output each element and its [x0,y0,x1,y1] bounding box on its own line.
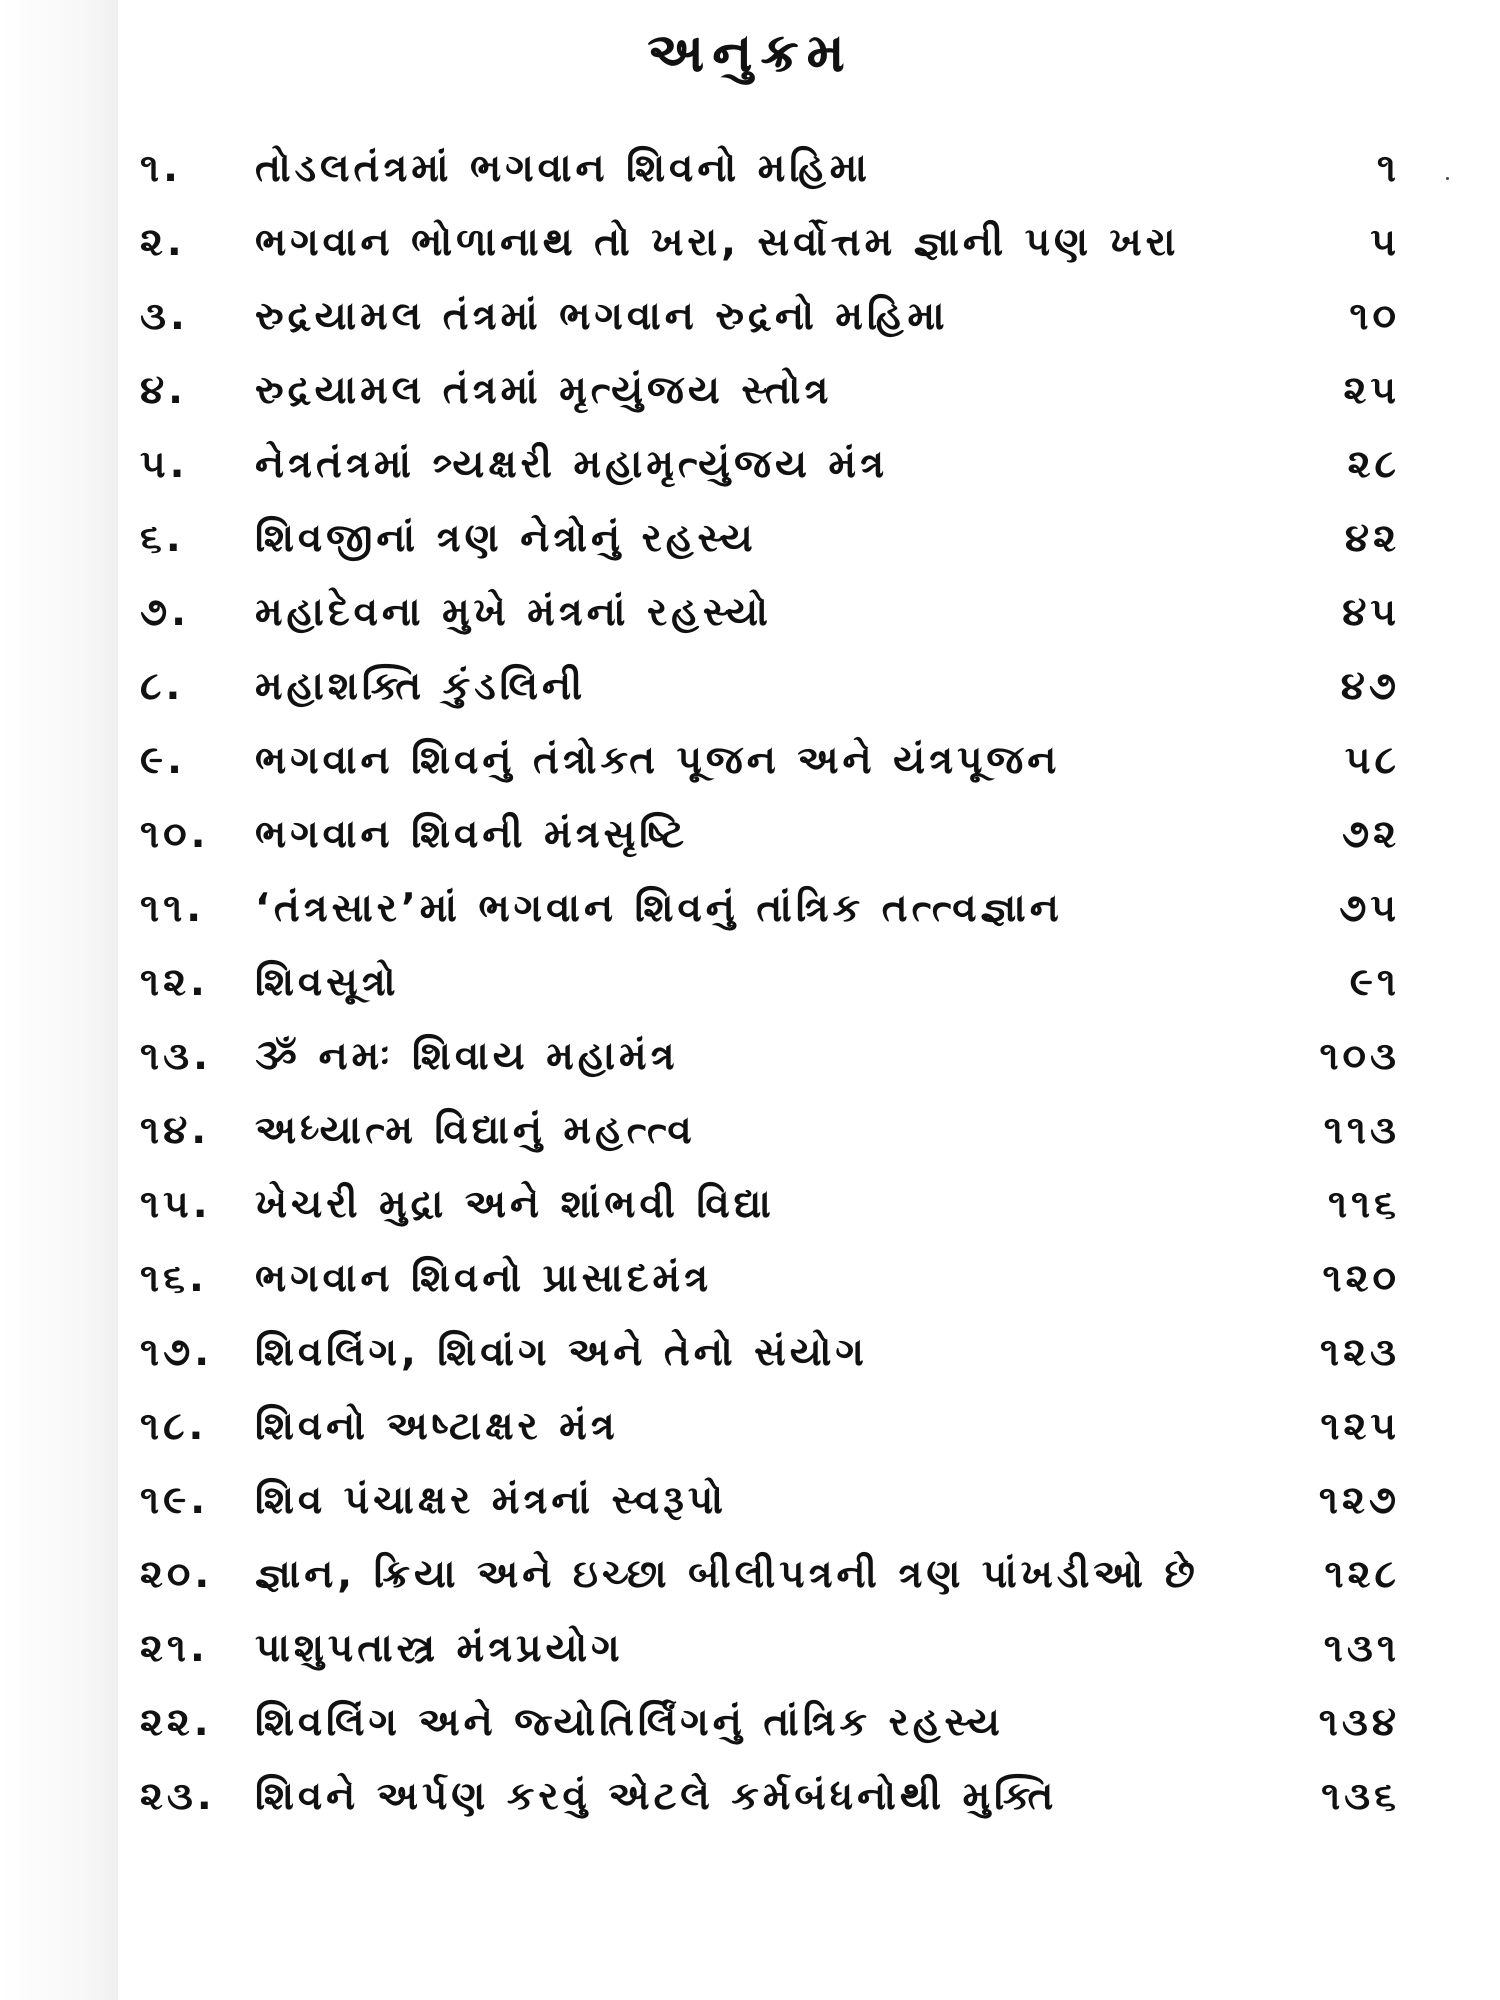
toc-entry-number: ૧૮. [140,1404,208,1449]
toc-entry-page: ૪૨ [1344,516,1400,561]
toc-entry-number: ૧૩. [140,1034,212,1079]
toc-entry [140,1464,1400,1538]
toc-entry-page: ૧૩૪ [1318,1700,1400,1745]
toc-entry-title: શિવજીનાં ત્રણ નેત્રોનું રહસ્ય [255,516,757,561]
toc-entry-title: પાશુપતાસ્ત્ર મંત્રપ્રયોગ [255,1626,624,1671]
toc-entry-number: ૧૧. [140,886,206,931]
toc-entry-number: ૫. [140,442,189,487]
toc-entry-page: ૭૫ [1339,886,1400,931]
page-gutter-shadow [0,0,118,2000]
toc-entry-title: જ્ઞાન, ક્રિયા અને ઇચ્છા બીલીપત્રની ત્રણ પાંખડીઓ છે [255,1552,1199,1597]
toc-entry-title: શિવલિંગ અને જ્યોતિર્લિંગનું તાંત્રિક રહસ્ય [255,1700,1004,1745]
toc-entry-title: મહાશક્તિ કુંડલિની [255,664,587,709]
toc-entry [140,1020,1400,1094]
toc-entry-page: ૫૮ [1344,738,1400,783]
toc-entry-page: ૧૨૭ [1318,1478,1400,1523]
toc-entry-number: ૨. [140,220,186,265]
toc-entry [140,1686,1400,1760]
toc-entry-number: ૨૧. [140,1626,209,1671]
toc-entry-page: ૯૧ [1349,960,1400,1005]
toc-entry-title: મહાદેવના મુખે મંત્રનાં રહસ્યો [255,590,772,635]
toc-entry-title: રુદ્રયામલ તંત્રમાં ભગવાન રુદ્રનો મહિમા [255,294,949,339]
toc-entry-number: ૭. [140,590,190,635]
toc-entry-page: ૧૨૮ [1324,1552,1400,1597]
toc-entry [140,946,1400,1020]
toc-entry-page: ૧૩૧ [1323,1626,1400,1671]
toc-entry-number: ૯. [140,738,186,783]
toc-entry [140,354,1400,428]
toc-entry-page: ૧૧૬ [1327,1182,1400,1227]
toc-entry-page: ૪૭ [1340,664,1400,709]
toc-entry-page: ૧૧૩ [1323,1108,1400,1153]
toc-entry [140,428,1400,502]
toc-entry-title: ભગવાન શિવનું તંત્રોક્ત પૂજન અને યંત્રપૂજન [255,738,1061,783]
toc-entry-number: ૧૨. [140,960,209,1005]
toc-entry [140,1612,1400,1686]
toc-entry [140,132,1400,206]
toc-entry-page: ૧૦૩ [1319,1034,1400,1079]
table-of-contents [140,132,1400,1834]
toc-entry-number: ૩. [140,294,189,339]
toc-entry-page: ૫ [1370,220,1400,265]
toc-entry-number: ૨૦. [140,1552,214,1597]
toc-entry [140,1094,1400,1168]
toc-entry-title: ખેચરી મુદ્રા અને શાંભવી વિદ્યા [255,1182,775,1227]
toc-entry-page: ૨૫ [1343,368,1400,413]
toc-entry [140,724,1400,798]
toc-entry-title: શિવસૂત્રો [255,960,400,1005]
toc-entry-title: શિવ પંચાક્ષર મંત્રનાં સ્વરૂપો [255,1478,727,1523]
toc-entry [140,1538,1400,1612]
toc-entry [140,1316,1400,1390]
toc-entry-number: ૪. [140,368,187,413]
toc-entry-number: ૧૫. [140,1182,212,1227]
toc-entry-number: ૧૦. [140,812,210,857]
toc-entry-title: ભગવાન શિવની મંત્રસૃષ્ટિ [255,812,689,857]
toc-entry-number: ૧. [140,146,182,191]
toc-entry-title: શિવનો અષ્ટાક્ષર મંત્ર [255,1404,619,1449]
toc-entry-title: ૐ નમઃ શિવાય મહામંત્ર [255,1034,679,1079]
toc-entry-number: ૨૨. [140,1700,213,1745]
toc-entry-page: ૧૨૫ [1320,1404,1400,1449]
toc-entry [140,1242,1400,1316]
toc-entry [140,502,1400,576]
toc-entry-title: શિવને અર્પણ કરવું એટલે કર્મબંધનોથી મુક્તિ [255,1774,1058,1819]
toc-entry [140,872,1400,946]
toc-entry-page: ૧ [1376,146,1400,191]
toc-entry-title: નેત્રતંત્રમાં ત્ર્યક્ષરી મહામૃત્યુંજય મંત્ર [255,442,889,487]
toc-entry-page: ૧૩૬ [1321,1774,1400,1819]
toc-entry [140,1168,1400,1242]
toc-entry-number: ૧૬. [140,1256,208,1301]
toc-entry-title: શિવલિંગ, શિવાંગ અને તેનો સંયોગ [255,1330,868,1375]
toc-entry-number: ૬. [140,516,185,561]
toc-entry-page: ૨૮ [1347,442,1400,487]
print-speck [1446,177,1449,180]
toc-entry-number: ૧૭. [140,1330,214,1375]
toc-entry [140,798,1400,872]
toc-entry [140,1390,1400,1464]
toc-entry [140,206,1400,280]
toc-entry-page: ૧૨૦ [1322,1256,1400,1301]
toc-entry-page: ૧૦ [1349,294,1400,339]
toc-entry-number: ૮. [140,664,185,709]
toc-entry-title: ભગવાન ભોળાનાથ તો ખરા, સર્વોત્તમ જ્ઞાની પણ ખરા [255,220,1180,265]
page-title: અનુક્રમ [647,21,853,84]
toc-entry-title: તોડલતંત્રમાં ભગવાન શિવનો મહિમા [255,146,871,191]
toc-entry-number: ૧૪. [140,1108,211,1153]
toc-entry [140,280,1400,354]
toc-entry-page: ૭૨ [1342,812,1400,857]
toc-entry-title: ભગવાન શિવનો પ્રાસાદમંત્ર [255,1256,713,1301]
toc-entry-title: ‘તંત્રસાર’માં ભગવાન શિવનું તાંત્રિક તત્ત્વજ્ઞાન [255,886,1063,931]
toc-entry-page: ૧૨૩ [1320,1330,1400,1375]
toc-entry-number: ૨૩. [140,1774,216,1819]
toc-entry [140,576,1400,650]
toc-entry-title: અધ્યાત્મ વિદ્યાનું મહત્ત્વ [255,1108,696,1153]
toc-entry [140,650,1400,724]
toc-entry-page: ૪૫ [1342,590,1400,635]
toc-entry-title: રુદ્રયામલ તંત્રમાં મૃત્યુંજય સ્તોત્ર [255,368,833,413]
toc-entry [140,1760,1400,1834]
toc-entry-number: ૧૯. [140,1478,210,1523]
